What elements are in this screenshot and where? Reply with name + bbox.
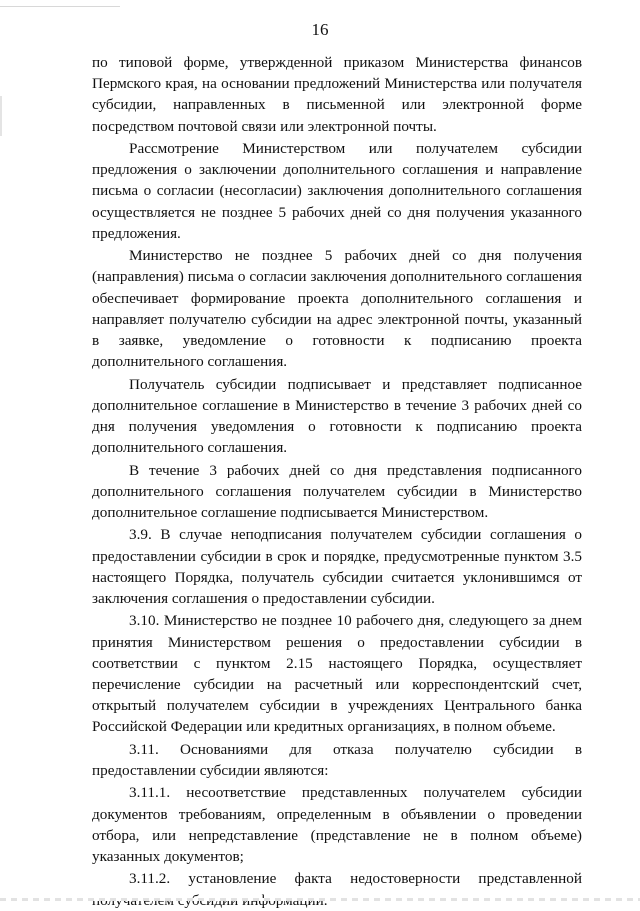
document-body (92, 52, 582, 911)
clause-3-11-2: 3.11.2. установление факта недостоверности представленной (129, 870, 582, 888)
scan-edge-mark (0, 6, 120, 7)
paragraph-review-proposal: Рассмотрение Министерством или получателем субсидии предложения о заключении дополнительного соглашения и направление письма о согласии (несогласии) заключения дополнительного соглашения осуществляется не позднее 5 рабочих дней со дня получения указанного предложения. (92, 140, 582, 242)
paragraph-continuation: по типовой форме, утвержденной приказом Министерства финансов Пермского края, на основании предложений Министерства или получателя субсидии, направленных в письменной или электронной форме посредством почтовой связи или электронной почты. (92, 54, 582, 135)
page-number: 16 (311, 20, 329, 39)
paragraph-ministry-signs: В течение 3 рабочих дней со дня представления подписанного дополнительного соглашения получателем субсидии в Министерство дополнительное соглашение подписывается Министерством. (92, 461, 582, 522)
clause-3-11: 3.11. Основаниями для отказа получателю субсидии в предоставлении субсидии являются: (92, 740, 582, 780)
paragraph-recipient-signs: Получатель субсидии подписывает и представляет подписанное дополнительное соглашение в Министерство в течение 3 рабочих дней со дня получения уведомления о готовности к подписанию проекта дополнительного соглашения. (92, 375, 582, 457)
clause-3-11-1: 3.11.1. несоответствие представленных получателем субсидии документов требованиям, определенным в объявлении о проведении отбора, или непредставление (представление не в полном объеме) указанных документов; (92, 784, 582, 866)
clause-3-10: 3.10. Министерство не позднее 10 рабочего дня, следующего за днем принятия Министерством решения о предоставлении субсидии в соответствии с пунктом 2.15 настоящего Порядка, осуществляет перечисление субсидии на расчетный или корреспондентский счет, открытый получателем субсидии в учреждениях Центрального банка Российской Федерации или кредитных организациях, в полном объеме. (92, 612, 582, 736)
scan-edge-mark (0, 96, 2, 136)
clause-3-9: 3.9. В случае неподписания получателем субсидии соглашения о предоставлении субсидии в срок и порядке, предусмотренные пунктом 3.5 настоящего Порядка, получатель субсидии считается уклонившимся от заключения соглашения о предоставлении субсидии. (92, 526, 582, 608)
paragraph-draft-agreement: Министерство не позднее 5 рабочих дней со дня получения (направления) письма о согласии заключения дополнительного соглашения обеспечивает формирование проекта дополнительного соглашения и направляет получателю субсидии на адрес электронной почты, указанный в заявке, уведомление о готовности к подписанию проекта дополнительного соглашения. (92, 247, 582, 371)
scan-edge-mark (0, 898, 640, 901)
